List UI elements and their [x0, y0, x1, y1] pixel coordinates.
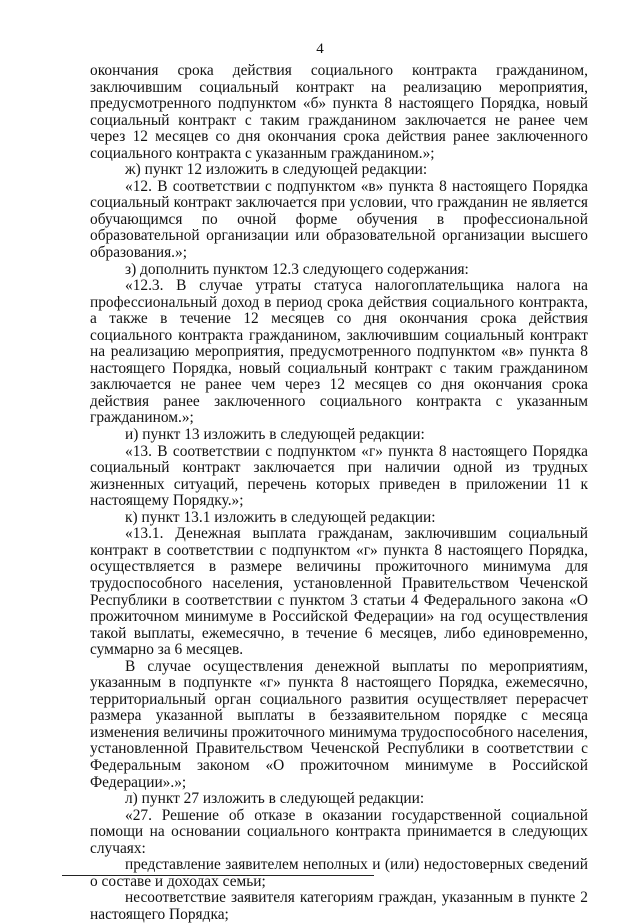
paragraph: ж) пункт 12 изложить в следующей редакции:	[125, 161, 428, 179]
paragraph: «27. Решение об отказе в оказании государственной социальной помощи на основании социального контракта принимается в следующих случаях:	[90, 806, 588, 857]
paragraph: и) пункт 13 изложить в следующей редакции:	[125, 426, 425, 444]
paragraph: окончания срока действия социального контракта гражданином, заключившим социальный контракт на реализацию мероприятия, предусмотренного подпунктом «б» пункта 8 настоящего Порядка, новый социальный контракт с таким гражданином заключается не ранее чем через 12 месяцев со дня окончания срока действия ранее заключенного социального контракта с указанным гражданином.»;	[90, 62, 588, 162]
paragraph: несоответствие заявителя категориям граждан, указанным в пункте 2 настоящего Порядка;	[90, 889, 588, 923]
paragraph: представление заявителем неполных и (или) недостоверных сведений о составе и доходах семьи;	[90, 856, 588, 890]
paragraph: «13.1. Денежная выплата гражданам, заключившим социальный контракт в соответствии с подпунктом «г» пункта 8 настоящего Порядка, осуществляется в размере величины прожиточного минимума для трудоспособного населения, установленной Правительством Чеченской Республики в соответствии с пунктом 3 статьи 4 Федерального закона «О прожиточном минимуме в Российской Федерации» на год осуществления такой выплаты, ежемесячно, в течение 6 месяцев, либо единовременно, суммарно за 6 месяцев.	[90, 525, 588, 659]
paragraph: к) пункт 13.1 изложить в следующей редакции:	[125, 508, 436, 526]
document-body	[90, 63, 588, 923]
footer-rule	[62, 875, 374, 876]
paragraph: з) дополнить пунктом 12.3 следующего содержания:	[125, 260, 469, 278]
paragraph: «13. В соответствии с подпунктом «г» пункта 8 настоящего Порядка социальный контракт заключается при наличии одной из трудных жизненных ситуаций, перечень которых приведен в приложении 11 к настоящему Порядку.»;	[90, 442, 588, 510]
paragraph: л) пункт 27 изложить в следующей редакции:	[125, 790, 425, 808]
paragraph: «12. В соответствии с подпунктом «в» пункта 8 настоящего Порядка социальный контракт заключается при условии, что гражданин не является обучающимся по очной форме обучения в профессиональной образовательной организации или образовательной организации высшего образования.»;	[90, 177, 588, 262]
paragraph: «12.3. В случае утраты статуса налогоплательщика налога на профессиональный доход в период срока действия социального контракта, а также в течение 12 месяцев со дня окончания срока действия социального контракта гражданином, заключившим социальный контракт на реализацию мероприятия, предусмотренного подпунктом «в» пункта 8 настоящего Порядка, новый социальный контракт с таким гражданином заключается не ранее чем через 12 месяцев со дня окончания срока действия ранее заключенного социального контракта с указанным гражданином.»;	[90, 277, 588, 427]
paragraph: В случае осуществления денежной выплаты по мероприятиям, указанным в подпункте «г» пункта 8 настоящего Порядка, ежемесячно, территориальный орган социального развития осуществляет перерасчет размера указанной выплаты в беззаявительном порядке с месяца изменения величины прожиточного минимума трудоспособного населения, установленной Правительством Чеченской Республики в соответствии с Федеральным законом «О прожиточном минимуме в Российской Федерации».»;	[90, 657, 588, 791]
page-number: 4	[316, 41, 324, 57]
